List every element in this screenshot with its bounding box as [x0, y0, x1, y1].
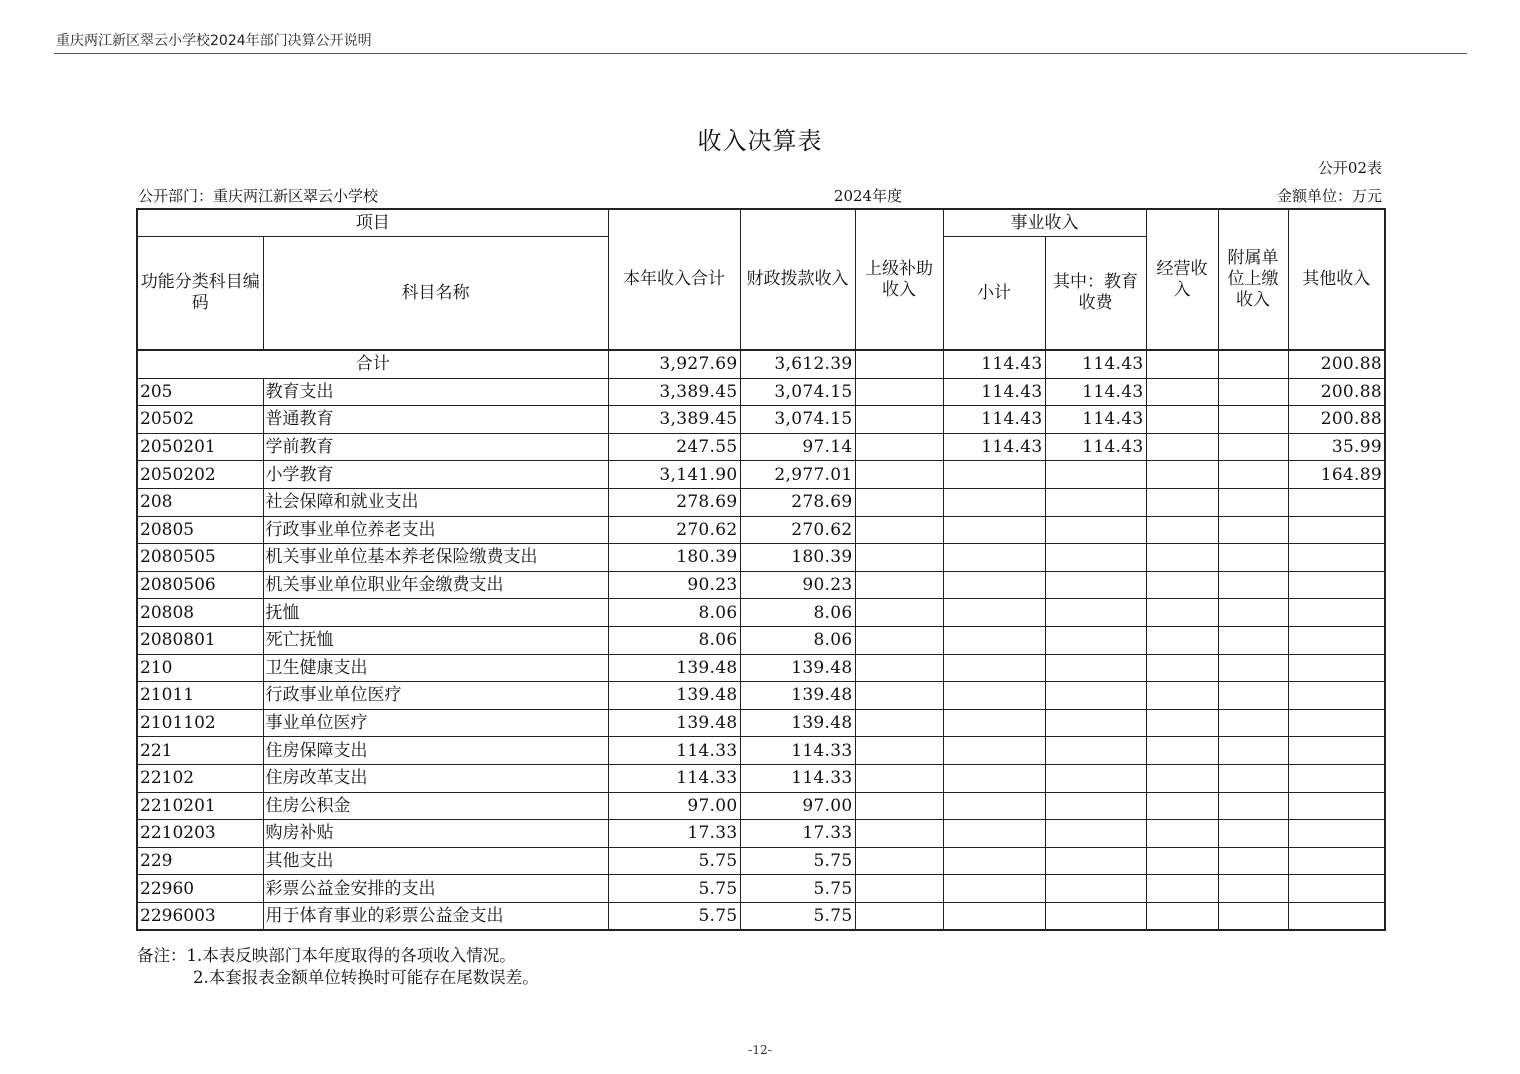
header-name: 科目名称: [263, 237, 608, 351]
cell-fiscal: 5.75: [740, 902, 855, 930]
table-row: [137, 875, 1385, 903]
cell-operating: [1146, 902, 1218, 930]
cell-other: 35.99: [1288, 433, 1385, 461]
cell-subtotal: [943, 654, 1045, 682]
cell-other: [1288, 544, 1385, 572]
header-fiscal: 财政拨款收入: [740, 209, 855, 350]
cell-other: 200.88: [1288, 378, 1385, 406]
cell-code: 22960: [137, 875, 263, 903]
cell-fiscal: 3,074.15: [740, 378, 855, 406]
cell-total-income: 180.39: [608, 544, 740, 572]
table-row: [137, 820, 1385, 848]
cell-code: 2210201: [137, 792, 263, 820]
table-row: [137, 433, 1385, 461]
cell-total-income: 3,141.90: [608, 461, 740, 489]
cell-operating: [1146, 792, 1218, 820]
cell-superior: [855, 571, 943, 599]
cell-name: 事业单位医疗: [263, 709, 608, 737]
total-operating: [1146, 350, 1218, 378]
cell-name: 住房改革支出: [263, 764, 608, 792]
cell-total-income: 139.48: [608, 654, 740, 682]
cell-fiscal: 278.69: [740, 488, 855, 516]
cell-name: 卫生健康支出: [263, 654, 608, 682]
cell-subtotal: [943, 764, 1045, 792]
cell-code: 205: [137, 378, 263, 406]
cell-subtotal: [943, 682, 1045, 710]
cell-total-income: 270.62: [608, 516, 740, 544]
cell-name: 机关事业单位职业年金缴费支出: [263, 571, 608, 599]
cell-edu-fee: [1045, 875, 1146, 903]
cell-operating: [1146, 599, 1218, 627]
cell-superior: [855, 682, 943, 710]
cell-superior: [855, 488, 943, 516]
cell-code: 22102: [137, 764, 263, 792]
cell-operating: [1146, 737, 1218, 765]
cell-code: 2101102: [137, 709, 263, 737]
cell-subtotal: 114.43: [943, 406, 1045, 434]
cell-name: 行政事业单位医疗: [263, 682, 608, 710]
table-row: [137, 406, 1385, 434]
cell-edu-fee: [1045, 682, 1146, 710]
meta-unit: 金额单位：万元: [1276, 187, 1382, 205]
cell-code: 21011: [137, 682, 263, 710]
cell-other: [1288, 792, 1385, 820]
cell-edu-fee: [1045, 516, 1146, 544]
header-subtotal: 小计: [943, 237, 1045, 351]
cell-affiliated: [1218, 847, 1288, 875]
cell-name: 小学教育: [263, 461, 608, 489]
cell-operating: [1146, 764, 1218, 792]
header-superior: 上级补助收入: [855, 209, 943, 350]
cell-affiliated: [1218, 792, 1288, 820]
header-code: 功能分类科目编码: [137, 237, 263, 351]
cell-total-income: 5.75: [608, 875, 740, 903]
cell-fiscal: 270.62: [740, 516, 855, 544]
header-affiliated: 附属单位上缴收入: [1218, 209, 1288, 350]
cell-fiscal: 97.00: [740, 792, 855, 820]
cell-subtotal: [943, 488, 1045, 516]
cell-name: 死亡抚恤: [263, 626, 608, 654]
cell-operating: [1146, 461, 1218, 489]
total-fiscal: 3,612.39: [740, 350, 855, 378]
cell-operating: [1146, 544, 1218, 572]
cell-affiliated: [1218, 406, 1288, 434]
cell-edu-fee: [1045, 654, 1146, 682]
cell-affiliated: [1218, 516, 1288, 544]
cell-other: [1288, 599, 1385, 627]
cell-affiliated: [1218, 378, 1288, 406]
cell-affiliated: [1218, 764, 1288, 792]
cell-code: 210: [137, 654, 263, 682]
table-row: [137, 571, 1385, 599]
table-row: [137, 792, 1385, 820]
cell-code: 2050201: [137, 433, 263, 461]
cell-total-income: 278.69: [608, 488, 740, 516]
header-item: 项目: [137, 209, 608, 237]
cell-total-income: 139.48: [608, 682, 740, 710]
total-row: [137, 350, 1385, 378]
cell-code: 20805: [137, 516, 263, 544]
cell-name: 用于体育事业的彩票公益金支出: [263, 902, 608, 930]
cell-total-income: 90.23: [608, 571, 740, 599]
cell-subtotal: [943, 847, 1045, 875]
cell-name: 其他支出: [263, 847, 608, 875]
cell-other: [1288, 820, 1385, 848]
total-label: 合计: [137, 350, 608, 378]
cell-operating: [1146, 516, 1218, 544]
table-row: [137, 654, 1385, 682]
cell-affiliated: [1218, 461, 1288, 489]
cell-code: 2296003: [137, 902, 263, 930]
cell-superior: [855, 516, 943, 544]
cell-fiscal: 5.75: [740, 847, 855, 875]
cell-other: [1288, 682, 1385, 710]
table-row: [137, 488, 1385, 516]
cell-subtotal: [943, 709, 1045, 737]
cell-edu-fee: 114.43: [1045, 433, 1146, 461]
cell-subtotal: [943, 626, 1045, 654]
table-code: 公开02表: [1317, 159, 1382, 177]
header-business: 事业收入: [943, 209, 1146, 237]
cell-other: [1288, 571, 1385, 599]
table-row: [137, 682, 1385, 710]
cell-edu-fee: [1045, 737, 1146, 765]
cell-affiliated: [1218, 737, 1288, 765]
cell-other: 164.89: [1288, 461, 1385, 489]
cell-fiscal: 5.75: [740, 875, 855, 903]
cell-total-income: 139.48: [608, 709, 740, 737]
meta-year: 2024年度: [833, 187, 903, 205]
cell-superior: [855, 875, 943, 903]
cell-edu-fee: 114.43: [1045, 378, 1146, 406]
cell-fiscal: 90.23: [740, 571, 855, 599]
table-row: [137, 599, 1385, 627]
cell-superior: [855, 820, 943, 848]
cell-operating: [1146, 406, 1218, 434]
total-affiliated: [1218, 350, 1288, 378]
table-row: [137, 737, 1385, 765]
cell-other: [1288, 737, 1385, 765]
cell-edu-fee: [1045, 709, 1146, 737]
cell-other: [1288, 764, 1385, 792]
cell-fiscal: 139.48: [740, 682, 855, 710]
cell-total-income: 8.06: [608, 626, 740, 654]
header-operating: 经营收入: [1146, 209, 1218, 350]
cell-operating: [1146, 682, 1218, 710]
cell-edu-fee: [1045, 488, 1146, 516]
cell-fiscal: 2,977.01: [740, 461, 855, 489]
cell-name: 抚恤: [263, 599, 608, 627]
cell-other: [1288, 488, 1385, 516]
cell-total-income: 5.75: [608, 847, 740, 875]
cell-edu-fee: [1045, 792, 1146, 820]
cell-name: 教育支出: [263, 378, 608, 406]
cell-operating: [1146, 378, 1218, 406]
cell-total-income: 17.33: [608, 820, 740, 848]
cell-edu-fee: [1045, 544, 1146, 572]
cell-code: 229: [137, 847, 263, 875]
header-other: 其他收入: [1288, 209, 1385, 350]
meta-department: 公开部门：重庆两江新区翠云小学校: [138, 187, 379, 205]
cell-subtotal: [943, 516, 1045, 544]
cell-total-income: 114.33: [608, 737, 740, 765]
cell-total-income: 3,389.45: [608, 378, 740, 406]
cell-operating: [1146, 654, 1218, 682]
cell-edu-fee: [1045, 902, 1146, 930]
cell-affiliated: [1218, 488, 1288, 516]
cell-subtotal: [943, 875, 1045, 903]
cell-name: 住房保障支出: [263, 737, 608, 765]
cell-subtotal: [943, 792, 1045, 820]
cell-other: [1288, 516, 1385, 544]
table-row: [137, 378, 1385, 406]
cell-affiliated: [1218, 544, 1288, 572]
cell-total-income: 3,389.45: [608, 406, 740, 434]
table-row: [137, 516, 1385, 544]
cell-fiscal: 139.48: [740, 709, 855, 737]
cell-operating: [1146, 571, 1218, 599]
cell-superior: [855, 599, 943, 627]
cell-code: 2080801: [137, 626, 263, 654]
cell-superior: [855, 792, 943, 820]
cell-edu-fee: [1045, 626, 1146, 654]
cell-name: 彩票公益金安排的支出: [263, 875, 608, 903]
cell-other: [1288, 902, 1385, 930]
cell-affiliated: [1218, 875, 1288, 903]
note-2: 2.本套报表金额单位转换时可能存在尾数误差。: [193, 968, 539, 987]
cell-fiscal: 97.14: [740, 433, 855, 461]
header-rule: [54, 53, 1467, 54]
table-row: [137, 764, 1385, 792]
cell-fiscal: 180.39: [740, 544, 855, 572]
cell-subtotal: [943, 737, 1045, 765]
table-row: [137, 626, 1385, 654]
cell-subtotal: 114.43: [943, 378, 1045, 406]
cell-name: 学前教育: [263, 433, 608, 461]
cell-total-income: 5.75: [608, 902, 740, 930]
cell-affiliated: [1218, 709, 1288, 737]
cell-subtotal: [943, 461, 1045, 489]
cell-affiliated: [1218, 820, 1288, 848]
cell-superior: [855, 378, 943, 406]
cell-code: 2080506: [137, 571, 263, 599]
cell-operating: [1146, 709, 1218, 737]
cell-operating: [1146, 488, 1218, 516]
cell-affiliated: [1218, 902, 1288, 930]
cell-affiliated: [1218, 571, 1288, 599]
cell-superior: [855, 737, 943, 765]
cell-affiliated: [1218, 433, 1288, 461]
cell-superior: [855, 764, 943, 792]
cell-superior: [855, 433, 943, 461]
cell-code: 208: [137, 488, 263, 516]
cell-subtotal: [943, 571, 1045, 599]
cell-edu-fee: [1045, 599, 1146, 627]
cell-subtotal: [943, 902, 1045, 930]
cell-operating: [1146, 847, 1218, 875]
table-row: [137, 544, 1385, 572]
cell-name: 普通教育: [263, 406, 608, 434]
cell-superior: [855, 847, 943, 875]
cell-code: 2080505: [137, 544, 263, 572]
cell-total-income: 97.00: [608, 792, 740, 820]
cell-operating: [1146, 433, 1218, 461]
cell-edu-fee: [1045, 461, 1146, 489]
cell-fiscal: 114.33: [740, 764, 855, 792]
page-title: 收入决算表: [697, 127, 823, 155]
cell-subtotal: [943, 820, 1045, 848]
cell-operating: [1146, 875, 1218, 903]
cell-superior: [855, 461, 943, 489]
cell-edu-fee: [1045, 820, 1146, 848]
cell-total-income: 8.06: [608, 599, 740, 627]
cell-other: [1288, 626, 1385, 654]
cell-code: 2210203: [137, 820, 263, 848]
cell-fiscal: 3,074.15: [740, 406, 855, 434]
cell-subtotal: 114.43: [943, 433, 1045, 461]
cell-total-income: 114.33: [608, 764, 740, 792]
cell-subtotal: [943, 599, 1045, 627]
cell-affiliated: [1218, 599, 1288, 627]
cell-affiliated: [1218, 682, 1288, 710]
cell-fiscal: 17.33: [740, 820, 855, 848]
cell-code: 2050202: [137, 461, 263, 489]
cell-operating: [1146, 626, 1218, 654]
page-number: -12-: [748, 1043, 772, 1057]
cell-other: [1288, 654, 1385, 682]
cell-superior: [855, 544, 943, 572]
cell-fiscal: 114.33: [740, 737, 855, 765]
cell-total-income: 247.55: [608, 433, 740, 461]
cell-name: 行政事业单位养老支出: [263, 516, 608, 544]
cell-name: 住房公积金: [263, 792, 608, 820]
cell-name: 社会保障和就业支出: [263, 488, 608, 516]
cell-other: [1288, 709, 1385, 737]
cell-other: [1288, 875, 1385, 903]
cell-other: [1288, 847, 1385, 875]
total-other: 200.88: [1288, 350, 1385, 378]
cell-fiscal: 8.06: [740, 599, 855, 627]
cell-code: 20808: [137, 599, 263, 627]
cell-name: 购房补贴: [263, 820, 608, 848]
income-table: [136, 208, 1386, 931]
cell-edu-fee: [1045, 847, 1146, 875]
cell-affiliated: [1218, 626, 1288, 654]
total-superior: [855, 350, 943, 378]
cell-edu-fee: [1045, 571, 1146, 599]
cell-fiscal: 8.06: [740, 626, 855, 654]
cell-superior: [855, 709, 943, 737]
cell-fiscal: 139.48: [740, 654, 855, 682]
total-income: 3,927.69: [608, 350, 740, 378]
table-row: [137, 709, 1385, 737]
header-total-income: 本年收入合计: [608, 209, 740, 350]
cell-subtotal: [943, 544, 1045, 572]
cell-superior: [855, 406, 943, 434]
total-subtotal: 114.43: [943, 350, 1045, 378]
cell-superior: [855, 654, 943, 682]
cell-affiliated: [1218, 654, 1288, 682]
table-row: [137, 847, 1385, 875]
cell-operating: [1146, 820, 1218, 848]
note-1: 备注：1.本表反映部门本年度取得的各项收入情况。: [137, 946, 516, 965]
cell-code: 20502: [137, 406, 263, 434]
header-edu-fee: 其中：教育收费: [1045, 237, 1146, 351]
running-header: 重庆两江新区翠云小学校2024年部门决算公开说明: [56, 33, 372, 49]
total-edu-fee: 114.43: [1045, 350, 1146, 378]
cell-superior: [855, 902, 943, 930]
cell-superior: [855, 626, 943, 654]
cell-other: 200.88: [1288, 406, 1385, 434]
cell-edu-fee: 114.43: [1045, 406, 1146, 434]
table-row: [137, 902, 1385, 930]
cell-name: 机关事业单位基本养老保险缴费支出: [263, 544, 608, 572]
cell-edu-fee: [1045, 764, 1146, 792]
meta-row: [138, 185, 1382, 205]
table-row: [137, 461, 1385, 489]
cell-code: 221: [137, 737, 263, 765]
